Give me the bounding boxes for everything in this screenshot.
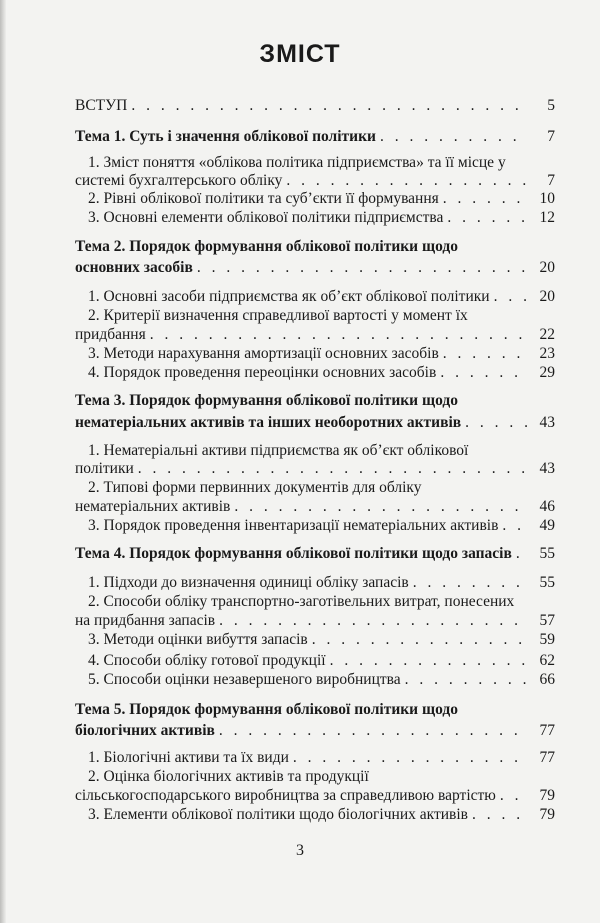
dot-leader [215,611,527,630]
topic-label: основних засобів [75,259,193,276]
dot-leader [289,748,527,767]
topic-label: Тема 1. Суть і значення облікової політики [75,128,376,145]
dot-leader [439,344,527,363]
item-label: 3. Порядок проведення інвентаризації нематеріальних активів [88,517,499,534]
dot-leader [409,573,527,592]
item-label: 5. Способи оцінки незавершеного виробництва [88,671,401,688]
toc-item-2-2[interactable] [75,325,555,344]
entry-page: 22 [539,326,555,343]
entry-page: 10 [539,190,555,207]
dot-leader [439,189,527,208]
item-label: 1. Підходи до визначення одиниці обліку запасів [88,574,409,591]
toc-topic-1[interactable] [75,127,555,146]
dot-leader [134,459,527,478]
toc-topic-3[interactable] [75,413,555,432]
toc-item-5-2-line1[interactable] [88,767,555,786]
entry-page: 43 [539,460,555,477]
item-label: 1. Біологічні активи та їх види [88,749,289,766]
dot-leader [282,171,527,190]
entry-page: 43 [539,414,555,431]
item-label: 3. Елементи облікової політики щодо біологічних активів [88,806,468,823]
entry-page: 20 [539,259,555,276]
entry-page: 77 [539,749,555,766]
topic-label: Тема 3. Порядок формування облікової політики щодо [75,392,458,409]
item-label: нематеріальних активів [75,498,231,515]
dot-leader [512,544,527,563]
dot-leader [326,651,527,670]
entry-page: 79 [539,787,555,804]
item-label: 4. Способи обліку готової продукції [88,652,326,669]
item-label: 3. Основні елементи облікової політики підприємства [88,209,444,226]
toc-topic-2-line1[interactable] [75,237,555,256]
item-label: придбання [75,326,146,343]
toc-item-3-2-line1[interactable] [88,478,555,497]
toc-topic-4[interactable] [75,544,555,563]
dot-leader [146,325,527,344]
item-label: на придбання запасів [75,612,216,629]
entry-page: 79 [539,806,555,823]
item-label: системі бухгалтерського обліку [75,172,283,189]
toc-item-1-3[interactable] [88,208,555,227]
item-label: 2. Рівні облікової політики та суб’єкти її формування [88,190,439,207]
dot-leader [308,630,527,649]
toc-item-1-1-line1[interactable] [88,153,555,172]
topic-label: Тема 5. Порядок формування облікової політики щодо [75,701,458,718]
entry-page: 66 [539,671,555,688]
page-title: ЗМІСТ [259,40,341,68]
entry-page: 12 [539,209,555,226]
item-label: 2. Способи обліку транспортно-заготівельних витрат, понесених [88,593,515,610]
entry-label: ВСТУП [75,97,128,114]
toc-item-3-3[interactable] [88,516,555,535]
item-label: 2. Критерії визначення справедливої вартості у момент їх [88,307,468,324]
dot-leader [230,497,527,516]
dot-leader [468,805,527,824]
entry-page: 55 [539,545,555,562]
toc-item-2-3[interactable] [88,344,555,363]
entry-page: 23 [539,345,555,362]
item-label: 1. Основні засоби підприємства як об’єкт облікової політики [88,288,490,305]
toc-item-4-4[interactable] [88,651,555,670]
item-label: 1. Нематеріальні активи підприємства як об’єкт облікової [88,442,469,459]
dot-leader [461,413,527,432]
toc-item-5-2[interactable] [75,786,555,805]
item-label: 4. Порядок проведення переоцінки основних засобів [88,364,437,381]
entry-page: 55 [539,574,555,591]
toc-item-5-1[interactable] [88,748,555,767]
topic-label: Тема 2. Порядок формування облікової політики щодо [75,238,458,255]
entry-page: 49 [539,517,555,534]
toc-item-3-1-line1[interactable] [88,441,555,460]
toc-item-3-1[interactable] [75,459,555,478]
toc-topic-5[interactable] [75,721,555,740]
toc-item-4-2[interactable] [75,611,555,630]
item-label: 2. Оцінка біологічних активів та продукції [88,768,369,785]
toc-item-1-2[interactable] [88,189,555,208]
entry-page: 29 [539,364,555,381]
dot-leader [498,516,527,535]
toc-item-4-1[interactable] [88,573,555,592]
toc-topic-3-line1[interactable] [75,391,555,410]
toc-item-2-1[interactable] [88,287,555,306]
toc-topic-2[interactable] [75,258,555,277]
toc-item-5-3[interactable] [88,805,555,824]
entry-page: 59 [539,631,555,648]
item-label: 2. Типові форми первинних документів для обліку [88,479,422,496]
toc-item-4-5[interactable] [88,670,555,689]
item-label: 1. Зміст поняття «облікова політика підприємства» та її місце у [88,154,506,171]
toc-item-4-2-line1[interactable] [88,592,555,611]
entry-page: 46 [539,498,555,515]
toc-item-1-1[interactable] [75,171,555,190]
item-label: 3. Методи нарахування амортизації основних засобів [88,345,439,362]
toc-item-2-2-line1[interactable] [88,306,555,325]
topic-label: Тема 4. Порядок формування облікової політики щодо запасів [75,545,512,562]
dot-leader [376,127,527,146]
entry-page: 62 [539,652,555,669]
dot-leader [193,258,527,277]
entry-page: 5 [547,97,555,114]
scan-edge [0,0,6,923]
entry-page: 57 [539,612,555,629]
toc-item-3-2[interactable] [75,497,555,516]
entry-page: 7 [547,128,555,145]
page-number: 3 [296,842,304,859]
topic-label: біологічних активів [75,722,215,739]
entry-page: 77 [539,722,555,739]
item-label: політики [75,460,134,477]
entry-page: 7 [547,172,555,189]
dot-leader [443,208,527,227]
toc-item-4-3[interactable] [88,630,555,649]
dot-leader [490,287,527,306]
dot-leader [496,786,527,805]
entry-page: 20 [539,288,555,305]
toc-entry-intro[interactable] [75,96,555,115]
topic-label: нематеріальних активів та інших необоротних активів [75,414,462,431]
item-label: 3. Методи оцінки вибуття запасів [88,631,308,648]
item-label: сільськогосподарського виробництва за справедливою вартістю [75,787,496,804]
dot-leader [215,721,527,740]
toc-topic-5-line1[interactable] [75,700,555,719]
dot-leader [436,363,527,382]
dot-leader [401,670,527,689]
dot-leader [127,96,527,115]
toc-item-2-4[interactable] [88,363,555,382]
